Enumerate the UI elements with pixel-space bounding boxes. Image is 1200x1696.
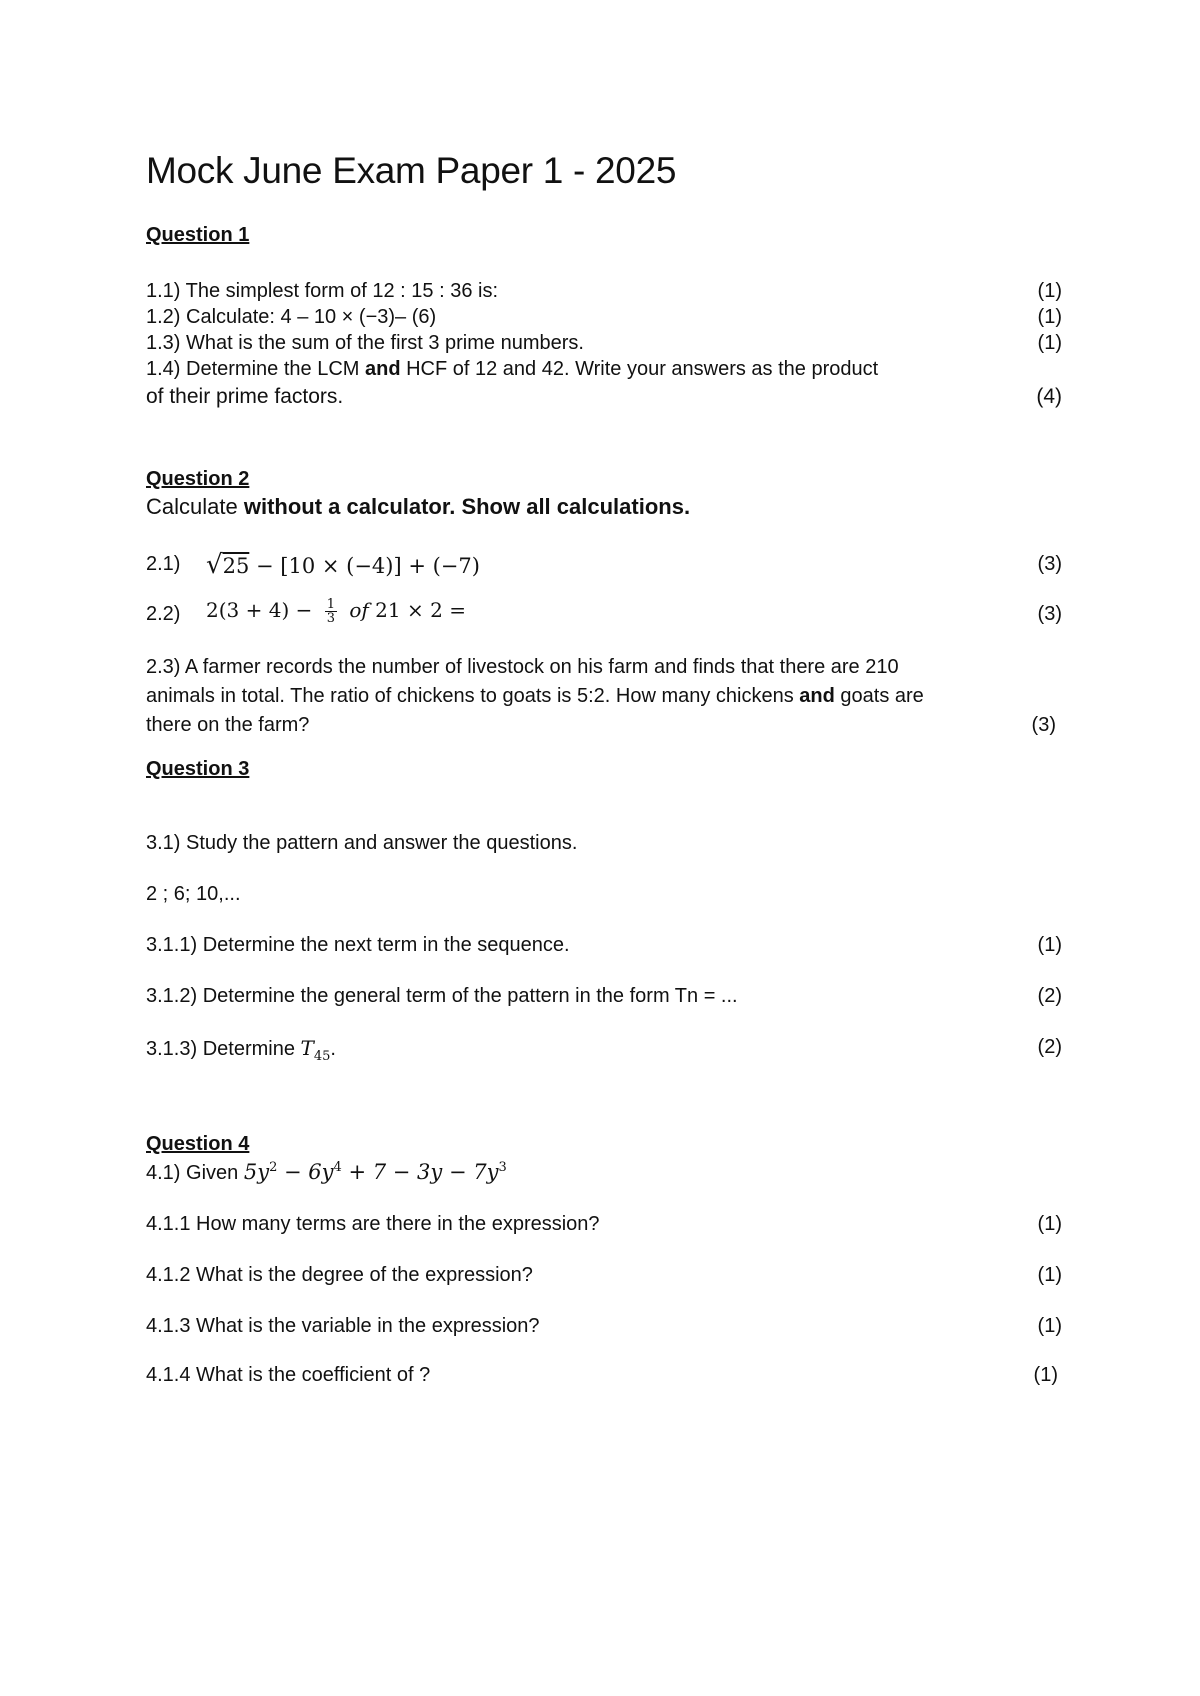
question-4-heading: Question 4 bbox=[146, 1133, 250, 1155]
question-1-4-and: and bbox=[364, 358, 401, 380]
question-2-2-mark: (3) bbox=[1037, 603, 1062, 625]
fraction-one-third bbox=[325, 598, 337, 625]
question-2-3-line2-post: goats are bbox=[834, 685, 924, 707]
question-1-4-line2: of their prime factors. bbox=[146, 385, 344, 408]
question-2-3-line3: there on the farm? bbox=[146, 714, 310, 736]
question-4-1-2: 4.1.2 What is the degree of the expression? bbox=[146, 1264, 533, 1286]
question-3-1-intro: 3.1) Study the pattern and answer the questions. bbox=[146, 832, 578, 854]
question-1-4-post: HCF of 12 and 42. Write your answers as the product bbox=[400, 358, 879, 380]
question-1-3-mark: (1) bbox=[1037, 332, 1062, 354]
question-1-1: 1.1) The simplest form of 12 : 15 : 36 is: bbox=[146, 280, 499, 302]
expr-exp-2: 4 bbox=[333, 1160, 342, 1175]
question-2-2-expr-a: 2(3 + 4) − bbox=[206, 598, 313, 622]
question-3-1-1-mark: (1) bbox=[1037, 934, 1062, 956]
expr-term-2: − 6y bbox=[277, 1160, 334, 1184]
question-1-2-mark: (1) bbox=[1037, 306, 1062, 328]
question-1-4-mark: (4) bbox=[1036, 385, 1062, 408]
question-3-pattern: 2 ; 6; 10,... bbox=[146, 883, 241, 905]
question-4-1-4-mark: (1) bbox=[1033, 1364, 1058, 1386]
question-2-2-of: of bbox=[349, 598, 369, 622]
question-4-1-given bbox=[146, 1160, 507, 1185]
page-title: Mock June Exam Paper 1 - 2025 bbox=[146, 150, 677, 191]
question-3-1-3-pre: 3.1.3) Determine bbox=[146, 1038, 301, 1060]
fraction-numerator: 1 bbox=[326, 597, 336, 612]
question-2-3-and: and bbox=[799, 685, 835, 707]
expr-term-3: + 7 − 3y − 7y bbox=[341, 1160, 499, 1184]
question-4-1-1-mark: (1) bbox=[1037, 1213, 1062, 1235]
question-1-3: 1.3) What is the sum of the first 3 prime numbers. bbox=[146, 332, 584, 354]
question-3-heading: Question 3 bbox=[146, 758, 250, 780]
question-1-heading: Question 1 bbox=[146, 224, 250, 246]
question-4-1-3-mark: (1) bbox=[1037, 1315, 1062, 1337]
term-T: T bbox=[300, 1036, 314, 1060]
question-1-4 bbox=[146, 358, 878, 381]
expr-exp-1: 2 bbox=[269, 1160, 278, 1175]
fraction-denominator: 3 bbox=[326, 611, 336, 626]
expr-exp-3: 3 bbox=[498, 1160, 507, 1175]
question-2-instruction-bold: without a calculator. Show all calculations. bbox=[243, 494, 691, 519]
question-4-1-2-mark: (1) bbox=[1037, 1264, 1062, 1286]
question-2-1-radicand: 25 bbox=[222, 554, 250, 578]
question-2-2-expr-b: 21 × 2 = bbox=[368, 598, 466, 622]
question-2-instruction-pre: Calculate bbox=[146, 494, 244, 519]
square-root-sign: √ bbox=[206, 550, 223, 580]
question-3-1-3 bbox=[146, 1036, 336, 1064]
question-2-3-line1: 2.3) A farmer records the number of livestock on his farm and finds that there are 210 bbox=[146, 656, 899, 678]
question-3-1-2-mark: (2) bbox=[1037, 985, 1062, 1007]
question-4-1-label: 4.1) Given bbox=[146, 1162, 244, 1184]
expr-term-1: 5y bbox=[243, 1160, 270, 1184]
question-2-3-line2-pre: animals in total. The ratio of chickens to goats is 5:2. How many chickens bbox=[146, 685, 800, 707]
question-3-1-1: 3.1.1) Determine the next term in the sequence. bbox=[146, 934, 570, 956]
question-4-1-3: 4.1.3 What is the variable in the expression? bbox=[146, 1315, 540, 1337]
expression bbox=[244, 1160, 507, 1184]
question-2-3-line2 bbox=[146, 685, 924, 708]
question-2-3-mark: (3) bbox=[1031, 714, 1056, 736]
question-2-2-expression bbox=[206, 598, 466, 625]
question-1-4-pre: 1.4) Determine the LCM bbox=[146, 358, 365, 380]
question-2-1-mark: (3) bbox=[1037, 553, 1062, 575]
question-2-1-label: 2.1) bbox=[146, 553, 181, 575]
question-2-heading: Question 2 bbox=[146, 468, 250, 490]
question-4-1-1: 4.1.1 How many terms are there in the expression? bbox=[146, 1213, 600, 1235]
question-4-1-4: 4.1.4 What is the coefficient of ? bbox=[146, 1364, 431, 1386]
question-3-1-3-post: . bbox=[330, 1038, 336, 1060]
question-1-2: 1.2) Calculate: 4 – 10 × (−3)– (6) bbox=[146, 306, 437, 328]
question-2-instruction bbox=[146, 494, 690, 520]
question-3-1-3-mark: (2) bbox=[1037, 1036, 1062, 1058]
question-2-2-label: 2.2) bbox=[146, 603, 181, 625]
question-1-1-mark: (1) bbox=[1037, 280, 1062, 302]
question-2-1-expression bbox=[206, 550, 480, 580]
question-3-1-2: 3.1.2) Determine the general term of the pattern in the form Tn = ... bbox=[146, 985, 738, 1007]
term-subscript: 45 bbox=[313, 1049, 331, 1064]
question-2-1-rest: − [10 × (−4)] + (−7) bbox=[249, 554, 480, 578]
